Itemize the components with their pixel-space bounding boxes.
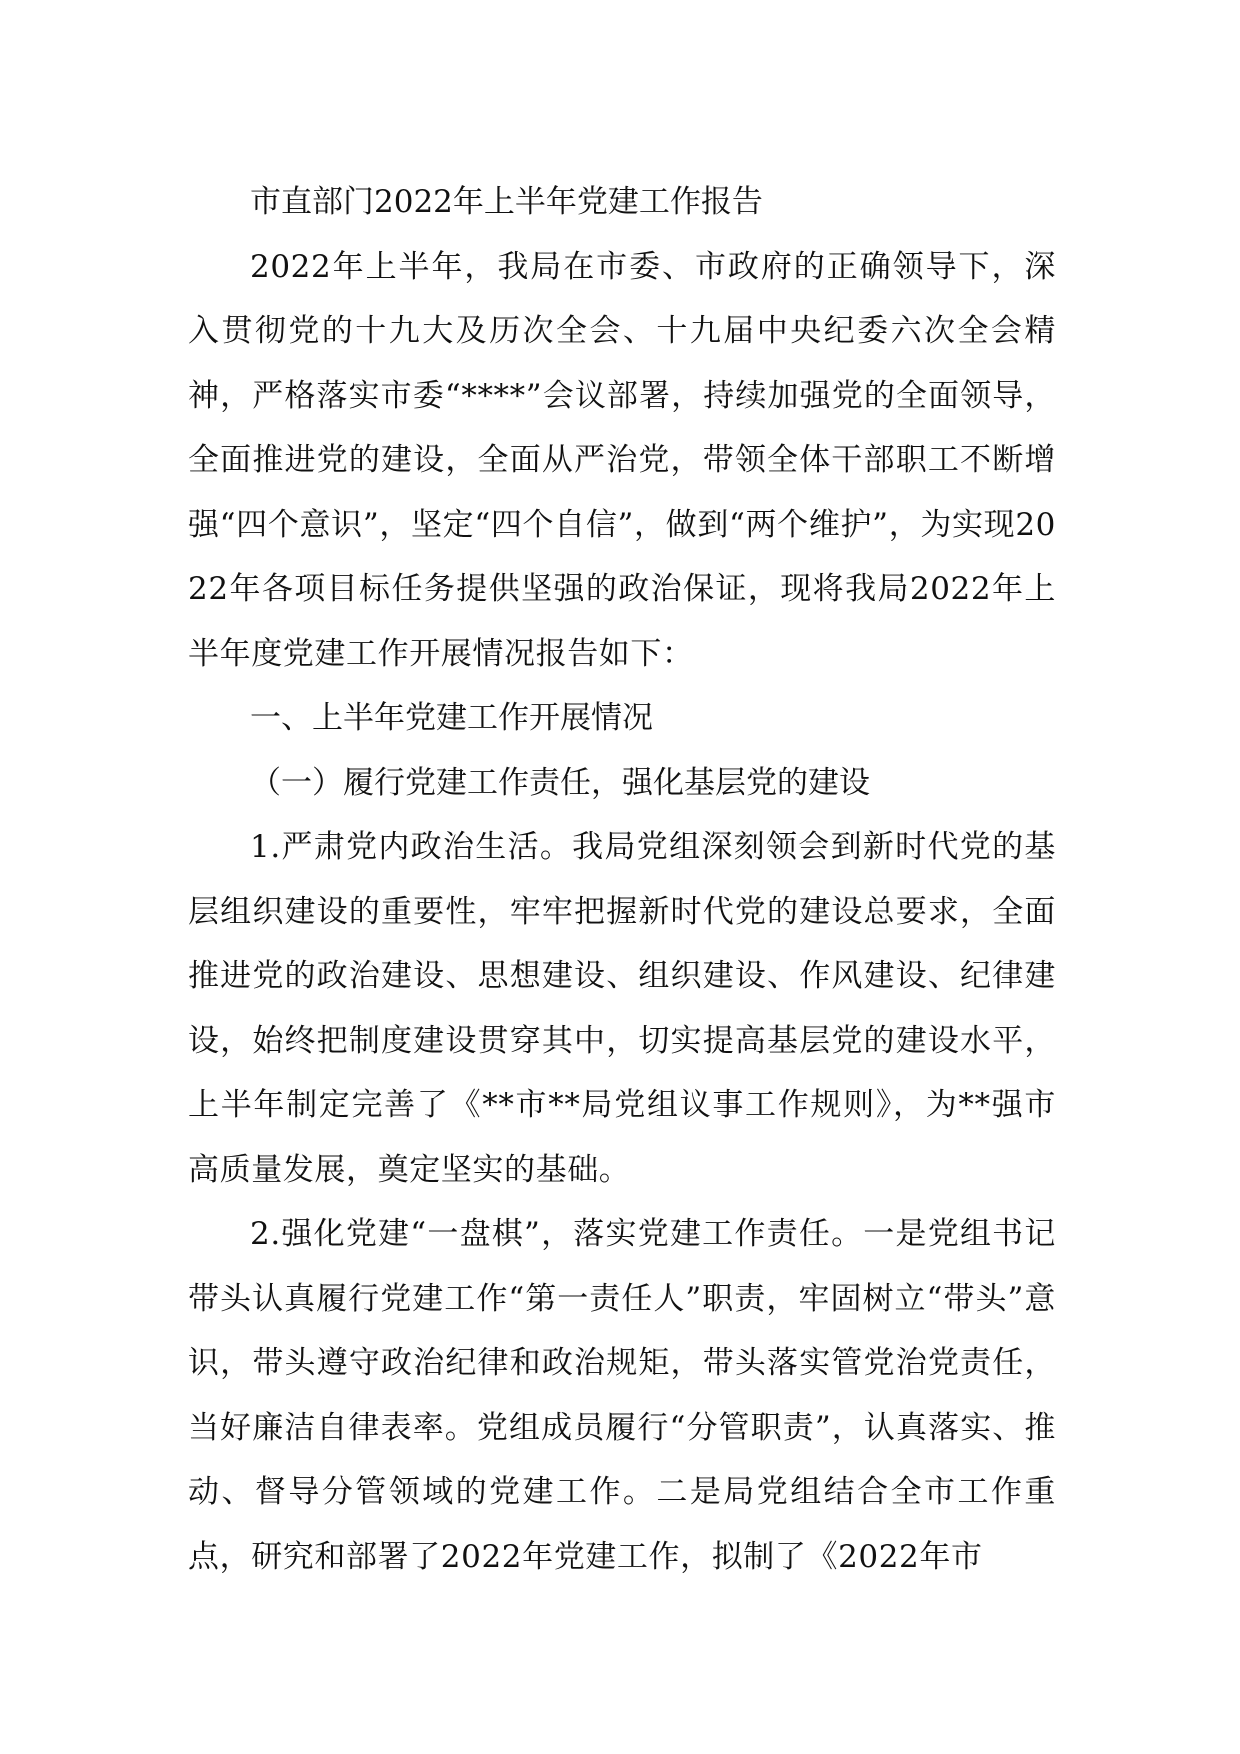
intro-paragraph: 2022年上半年，我局在市委、市政府的正确领导下，深入贯彻党的十九大及历次全会、十九届中央纪委六次全会精神，严格落实市委“****”会议部署，持续加强党的全面领导，全面推进党的建设，全面从严治党，带领全体干部职工不断增强“四个意识”，坚定“四个自信”，做到“两个维护”，为实现2022年各项目标任务提供坚强的政治保证，现将我局2022年上半年度党建工作开展情况报告如下： xyxy=(188,248,1056,672)
section-heading-1: 一、上半年党建工作开展情况 xyxy=(250,700,653,736)
item-paragraph-1: 1.严肃党内政治生活。我局党组深刻领会到新时代党的基层组织建设的重要性，牢牢把握新时代党的建设总要求，全面推进党的政治建设、思想建设、组织建设、作风建设、纪律建设，始终把制度建设贯穿其中，切实提高基层党的建设水平，上半年制定完善了《**市**局党组议事工作规则》，为**强市高质量发展，奠定坚实的基础。 xyxy=(188,829,1056,1188)
subsection-heading-1: （一）履行党建工作责任，强化基层党的建设 xyxy=(250,764,870,801)
document-title: 市直部门2022年上半年党建工作报告 xyxy=(250,184,763,220)
item-paragraph-2: 2.强化党建“一盘棋”，落实党建工作责任。一是党组书记带头认真履行党建工作“第一责任人”职责，牢固树立“带头”意识，带头遵守政治纪律和政治规矩，带头落实管党治党责任，当好廉洁自律表率。党组成员履行“分管职责”，认真落实、推动、督导分管领域的党建工作。二是局党组结合全市工作重点，研究和部署了2022年党建工作，拟制了《2022年市 xyxy=(188,1216,1056,1575)
document-body xyxy=(188,170,1056,1589)
